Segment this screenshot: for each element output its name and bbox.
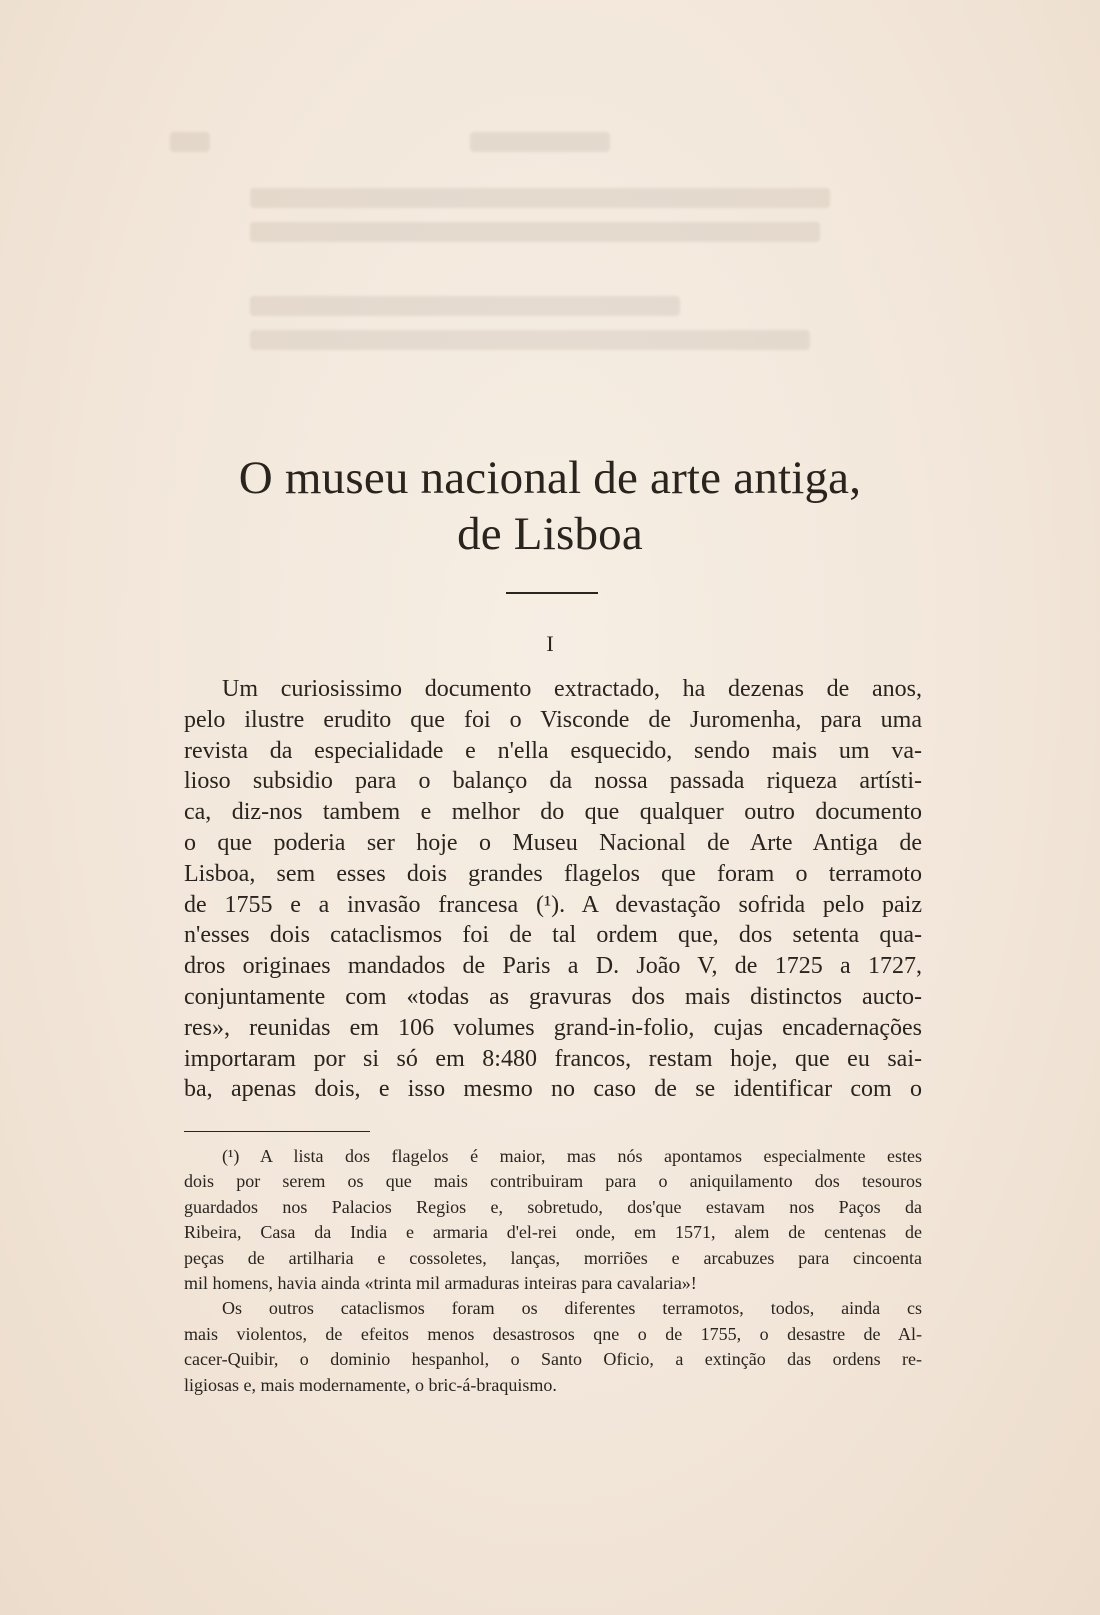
page-title: O museu nacional de arte antiga, xyxy=(238,452,862,504)
footnote-divider xyxy=(184,1131,370,1132)
body-line: dros originaes mandados de Paris a D. João V, de 1725 a 1727, xyxy=(184,953,922,980)
footnote-block xyxy=(184,1144,922,1398)
body-line: conjuntamente com «todas as gravuras dos mais distinctos aucto- xyxy=(184,983,922,1010)
body-line: Um curiosissimo documento extractado, ha dezenas de anos, xyxy=(222,676,922,702)
body-line: n'esses dois cataclismos foi de tal ordem que, dos setenta qua- xyxy=(184,922,922,949)
show-through-text xyxy=(0,0,1100,360)
body-line: ba, apenas dois, e isso mesmo no caso de se identificar com o xyxy=(184,1076,922,1103)
footnote-line xyxy=(184,1144,922,1169)
body-line: o que poderia ser hoje o Museu Nacional de Arte Antiga de xyxy=(184,829,922,856)
footnote-line: Ribeira, Casa da India e armaria d'el-rei onde, em 1571, alem de centenas de xyxy=(184,1222,922,1243)
body-line: revista da especialidade e n'ella esquecido, sendo mais um va- xyxy=(184,737,922,764)
body-line: importaram por si só em 8:480 francos, restam hoje, que eu sai- xyxy=(184,1045,922,1072)
footnote-line: guardados nos Palacios Regios e, sobretudo, dos'que estavam nos Paços da xyxy=(184,1196,922,1217)
footnote-line: mil homens, havia ainda «trinta mil armaduras inteiras para cavalaria»! xyxy=(184,1272,697,1293)
body-line: lioso subsidio para o balanço da nossa passada riqueza artísti- xyxy=(184,768,922,795)
title-divider xyxy=(506,592,598,594)
footnote-text: A lista dos flagelos é maior, mas nós apontamos especialmente estes xyxy=(259,1146,922,1166)
body-line: res», reunidas em 106 volumes grand-in-folio, cujas encadernações xyxy=(184,1014,922,1041)
footnote-line: mais violentos, de efeitos menos desastrosos qne o de 1755, o desastre de Al- xyxy=(184,1323,922,1344)
page-title-continued: de Lisboa xyxy=(457,508,643,560)
footnote-marker: (¹) xyxy=(222,1146,240,1166)
body-line: pelo ilustre erudito que foi o Visconde de Juromenha, para uma xyxy=(184,706,922,733)
footnote-line: dois por serem os que mais contribuiram para o aniquilamento dos tesouros xyxy=(184,1171,922,1192)
body-paragraph xyxy=(184,674,922,1105)
footnote-line: ligiosas e, mais modernamente, o bric-á-braquismo. xyxy=(184,1374,557,1395)
body-line: Lisboa, sem esses dois grandes flagelos que foram o terramoto xyxy=(184,860,922,887)
footnote-line: peças de artilharia e cossoletes, lanças, morriões e arcabuzes para cincoenta xyxy=(184,1247,922,1268)
footnote-line: cacer-Quibir, o dominio hespanhol, o Santo Oficio, a extinção das ordens re- xyxy=(184,1349,922,1370)
section-numeral: I xyxy=(546,631,554,656)
body-line: ca, diz-nos tambem e melhor do que qualquer outro documento xyxy=(184,799,922,826)
footnote-line: Os outros cataclismos foram os diferentes terramotos, todos, ainda cs xyxy=(222,1298,922,1319)
body-line: de 1755 e a invasão francesa (¹). A devastação sofrida pelo paiz xyxy=(184,891,922,918)
